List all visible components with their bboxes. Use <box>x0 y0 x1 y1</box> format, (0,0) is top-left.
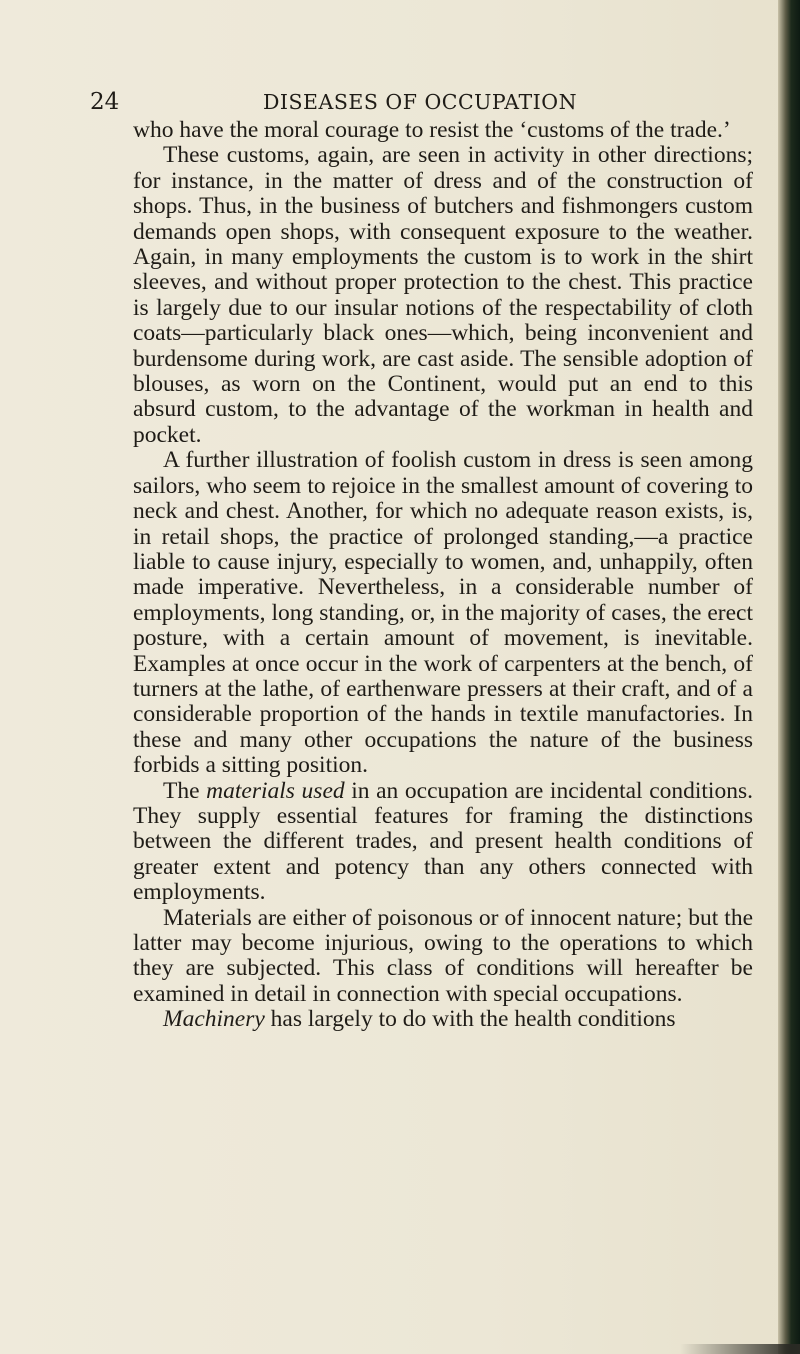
paragraph-rest: has largely to do with the health conditions <box>264 1006 676 1033</box>
paragraph-customs: These customs, again, are seen in activity in other directions; for instance, in the matter of dress and of the construction of shops. Thus, in the business of butchers and fishmongers custom demands open shops, with consequent exposure to the weather. Again, in many employments the custom is to work in the shirt sleeves, and without proper protection to the chest. This practice is largely due to our insular notions of the respectability of cloth coats—particularly black ones—which, being inconvenient and burdensome during work, are cast aside. The sensible adoption of blouses, as worn on the Continent, would put an end to this absurd custom, to the advantage of the workman in health and pocket. <box>133 142 753 448</box>
paragraph-lead: The <box>163 777 207 804</box>
page-number: 24 <box>90 89 120 115</box>
paragraph-illustration: A further illustration of foolish custom in dress is seen among sailors, who seem to rejoice in the smallest amount of covering to neck and chest. Another, for which no adequate reason exists, is, in retail shops, the practice of prolonged standing,—a practice liable to cause injury, especially to women, and, unhappily, often made imperative. Nevertheless, in a considerable number of employments, long standing, or, in the majority of cases, the erect posture, with a certain amount of movement, is inevitable. Examples at once occur in the work of carpenters at the bench, of turners at the lathe, of earthenware pressers at their craft, and of a considerable proportion of the hands in textile manufactories. In these and many other occupations the nature of the business forbids a sitting position. <box>133 447 753 779</box>
paragraph-materials-used <box>133 779 753 906</box>
paragraph-machinery <box>133 1007 753 1032</box>
body-text <box>133 118 753 1033</box>
paragraph-materials: Materials are either of poisonous or of innocent nature; but the latter may become injurious, owing to the operations to which they are subjected. This class of conditions will hereafter be examined in detail in connection with special occupations. <box>133 904 753 1007</box>
emphasis-materials-used: materials used <box>206 777 345 804</box>
running-head: DISEASES OF OCCUPATION <box>262 90 578 114</box>
paragraph-rest: in an occupation are incidental conditions. They supply essential features for framing the distinctions between the different trades, and present health conditions of greater extent and potency than any others connected with employments. <box>133 777 753 906</box>
emphasis-machinery: Machinery <box>163 1006 265 1033</box>
book-spine-edge <box>778 0 800 1354</box>
page-shadow <box>680 1344 800 1354</box>
page-header <box>90 90 750 114</box>
paragraph-continuation: who have the moral courage to resist the ‘customs of the trade.’ <box>133 117 731 143</box>
